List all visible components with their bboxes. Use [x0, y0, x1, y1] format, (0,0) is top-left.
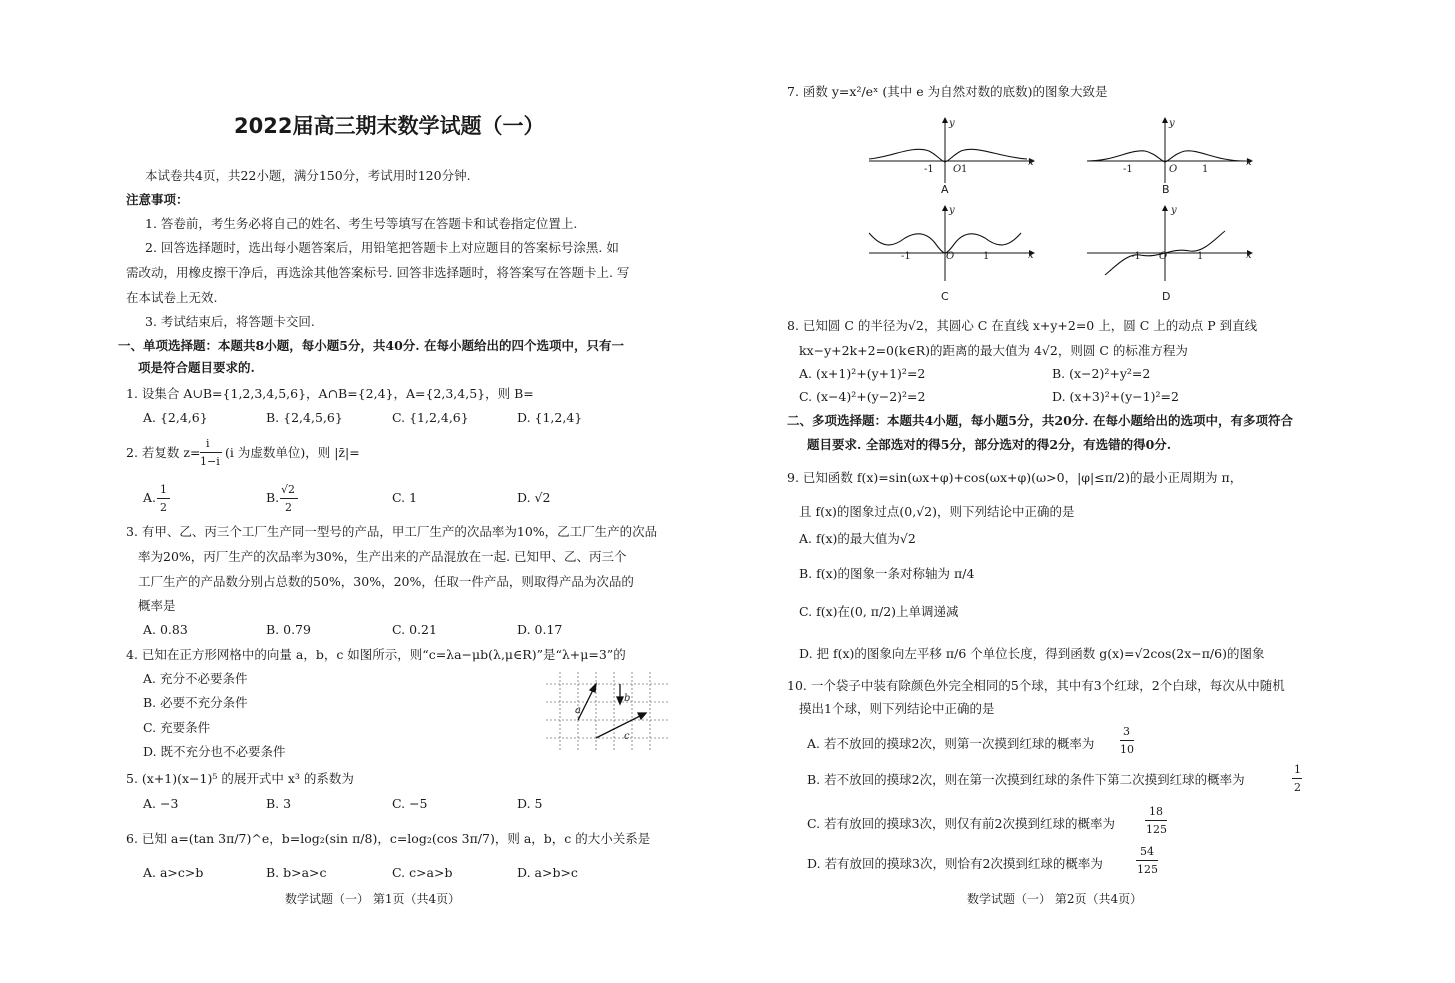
graph-a-x-label: x [1028, 157, 1034, 168]
graph-c-x-label: x [1028, 250, 1034, 261]
q10-option-b-den: 2 [1294, 781, 1301, 794]
graph-a-tick-pos: 1 [961, 164, 968, 175]
q6-option-d: D. a>b>c [517, 865, 578, 880]
graph-d [1085, 203, 1255, 283]
q6-option-a: A. a>c>b [143, 865, 204, 880]
q4-option-a: A. 充分不必要条件 [143, 671, 248, 686]
graph-a-origin: O [953, 164, 962, 175]
graph-b-origin: O [1169, 164, 1178, 175]
q2-option-a-den: 2 [160, 501, 167, 514]
q1-option-b: B. {2,4,5,6} [266, 410, 343, 425]
q8-line: kx−y+2k+2=0(k∈R)的距离的最大值为 4√2，则圆 C 的标准方程为 [799, 343, 1188, 358]
graph-b-x-label: x [1246, 157, 1252, 168]
q5-option-a: A. −3 [143, 796, 179, 811]
q1-option-a: A. {2,4,6} [143, 410, 208, 425]
graph-b-tick-neg: -1 [1123, 164, 1133, 175]
q9-option-c: C. f(x)在(0, π/2)上单调递减 [799, 604, 959, 619]
graph-b-tick-pos: 1 [1202, 164, 1209, 175]
q9-option-a: A. f(x)的最大值为√2 [799, 531, 916, 546]
page-2-footer: 数学试题（一） 第2页（共4页） [967, 892, 1143, 906]
q10-option-a: A. 若不放回的摸球2次，则第一次摸到红球的概率为 [807, 736, 1095, 751]
q9-line: 9. 已知函数 f(x)=sin(ωx+φ)+cos(ωx+φ)(ω>0，|φ|≤π/2)的最小正周期为 π， [787, 470, 1243, 485]
graph-d-tick-neg: -1 [1131, 251, 1141, 262]
q1-option-d: D. {1,2,4} [517, 410, 583, 425]
q9-line: 且 f(x)的图象过点(0,√2)，则下列结论中正确的是 [799, 504, 1075, 519]
graph-d-x-label: x [1246, 250, 1252, 261]
intro: 本试卷共4页，共22小题，满分150分，考试用时120分钟. [145, 168, 471, 183]
q10-option-d-den: 125 [1137, 863, 1158, 876]
q3-option-a: A. 0.83 [143, 622, 188, 637]
q3-line: 概率是 [138, 598, 176, 613]
q10-option-a-den: 10 [1120, 743, 1134, 756]
q10-option-c-bar [1145, 820, 1167, 821]
vector-grid-figure [546, 672, 668, 752]
q8-option-d: D. (x+3)²+(y−1)²=2 [1052, 389, 1179, 404]
q3-option-b: B. 0.79 [266, 622, 311, 637]
q10-line: 10. 一个袋子中装有除颜色外完全相同的5个球，其中有3个红球，2个白球，每次从中随机 [787, 678, 1285, 693]
graph-c-tick-neg: -1 [901, 251, 911, 262]
q4-option-d: D. 既不充分也不必要条件 [143, 744, 286, 759]
exam-title: 2022届高三期末数学试题（一） [234, 114, 545, 138]
q5-option-b: B. 3 [266, 796, 292, 811]
q2-option-b-den: 2 [285, 501, 292, 514]
notice-line: 2. 回答选择题时，选出每小题答案后，用铅笔把答题卡上对应题目的答案标号涂黑. 如 [145, 240, 619, 255]
q8-option-b: B. (x−2)²+y²=2 [1052, 366, 1151, 381]
graph-d-y-label: y [1171, 205, 1177, 216]
q2-option-c: C. 1 [392, 490, 418, 505]
graph-c-y-label: y [949, 205, 955, 216]
section-1-heading: 一、单项选择题：本题共8小题，每小题5分，共40分. 在每小题给出的四个选项中，只有一 [118, 338, 624, 353]
q10-option-b-bar [1292, 778, 1302, 779]
q10-option-d: D. 若有放回的摸球3次，则恰有2次摸到红球的概率为 [807, 856, 1103, 871]
q1-stem: 1. 设集合 A∪B={1,2,3,4,5,6}，A∩B={2,4}，A={2,3,4,5}，则 B= [126, 386, 534, 401]
q2-frac-num: i [206, 437, 210, 450]
q4-option-c: C. 充要条件 [143, 720, 211, 735]
q2-option-b-bar [280, 498, 298, 499]
graph-a-caption: A [941, 183, 949, 196]
graph-c-caption: C [941, 290, 949, 303]
q5-option-c: C. −5 [392, 796, 428, 811]
q5-stem: 5. (x+1)(x−1)⁵ 的展开式中 x³ 的系数为 [126, 771, 354, 786]
section-1-heading-cont: 项是符合题目要求的. [138, 360, 255, 375]
q3-line: 率为20%，丙厂生产的次品率为30%，生产出来的产品混放在一起. 已知甲、乙、丙三个 [138, 549, 627, 564]
q6-option-b: B. b>a>c [266, 865, 327, 880]
notice-line: 需改动，用橡皮擦干净后，再选涂其他答案标号. 回答非选择题时，将答案写在答题卡上. 写 [126, 265, 630, 280]
page-1 [0, 0, 727, 983]
q2-stem-start: 2. 若复数 z= [126, 445, 201, 460]
q9-option-d: D. 把 f(x)的图象向左平移 π/6 个单位长度，得到函数 g(x)=√2cos(2x−π/6)的图象 [799, 646, 1265, 661]
section-2-heading: 二、多项选择题：本题共4小题，每小题5分，共20分. 在每小题给出的选项中，有多项符合 [787, 413, 1293, 428]
graph-b-caption: B [1162, 183, 1170, 196]
vector-a-label: a [575, 705, 581, 716]
q3-option-c: C. 0.21 [392, 622, 437, 637]
notice-line: 1. 答卷前，考生务必将自己的姓名、考生号等填写在答题卡和试卷指定位置上. [145, 216, 578, 231]
graph-a-y-label: y [949, 118, 955, 129]
notice-line: 在本试卷上无效. [126, 290, 218, 305]
q4-option-b: B. 必要不充分条件 [143, 695, 248, 710]
graph-c-origin: O [946, 251, 955, 262]
graph-d-tick-pos: 1 [1197, 251, 1204, 262]
q2-frac-den: 1−i [200, 455, 220, 468]
page-1-footer: 数学试题（一） 第1页（共4页） [285, 892, 461, 906]
q1-option-c: C. {1,2,4,6} [392, 410, 469, 425]
graph-c-tick-pos: 1 [983, 251, 990, 262]
graph-a-tick-neg: -1 [924, 164, 934, 175]
q10-option-c-num: 18 [1149, 805, 1163, 818]
q2-option-b-label: B. [266, 490, 280, 505]
q2-option-b-num: √2 [281, 483, 296, 496]
q2-option-a-label: A. [143, 490, 157, 505]
q7-stem: 7. 函数 y=x²/eˣ (其中 e 为自然对数的底数)的图象大致是 [787, 84, 1108, 99]
q2-option-d: D. √2 [517, 490, 551, 505]
q2-stem-end: (i 为虚数单位)，则 |z̄|= [225, 445, 360, 460]
notice-heading: 注意事项： [126, 192, 189, 207]
q8-option-a: A. (x+1)²+(y+1)²=2 [799, 366, 926, 381]
q3-line: 3. 有甲、乙、丙三个工厂生产同一型号的产品，甲工厂生产的次品率为10%，乙工厂生产的次品 [126, 524, 658, 539]
q2-option-a-num: 1 [160, 483, 167, 496]
q4-stem: 4. 已知在正方形网格中的向量 a，b，c 如图所示，则“c=λa−μb(λ,μ∈R)”是“λ+μ=3”的 [126, 647, 626, 662]
q10-option-d-num: 54 [1140, 845, 1154, 858]
q10-option-c-den: 125 [1146, 823, 1167, 836]
q9-option-b: B. f(x)的图象一条对称轴为 π/4 [799, 566, 975, 581]
q5-option-d: D. 5 [517, 796, 543, 811]
q10-option-d-bar [1136, 860, 1158, 861]
q2-frac-bar [200, 452, 222, 453]
section-2-heading-cont: 题目要求. 全部选对的得5分，部分选对的得2分，有选错的得0分. [807, 437, 1172, 452]
vector-b-label: b [624, 693, 631, 704]
q6-option-c: C. c>a>b [392, 865, 453, 880]
graph-d-caption: D [1162, 290, 1171, 303]
vector-c-label: c [624, 731, 630, 742]
page-2 [727, 0, 1455, 983]
q8-line: 8. 已知圆 C 的半径为√2，其圆心 C 在直线 x+y+2=0 上，圆 C 上的动点 P 到直线 [787, 318, 1258, 333]
graph-b-y-label: y [1169, 118, 1175, 129]
graph-d-origin: O [1159, 251, 1168, 262]
q6-stem: 6. 已知 a=(tan 3π/7)^e，b=log₂(sin π/8)，c=log₂(cos 3π/7)，则 a，b，c 的大小关系是 [126, 831, 651, 846]
q10-option-b-num: 1 [1294, 763, 1301, 776]
q10-option-b: B. 若不放回的摸球2次，则在第一次摸到红球的条件下第二次摸到红球的概率为 [807, 772, 1245, 787]
q10-option-a-bar [1120, 740, 1134, 741]
q8-option-c: C. (x−4)²+(y−2)²=2 [799, 389, 926, 404]
q2-option-a-bar [157, 498, 170, 499]
q3-option-d: D. 0.17 [517, 622, 563, 637]
q10-option-a-num: 3 [1123, 725, 1130, 738]
q10-line: 摸出1个球，则下列结论中正确的是 [799, 701, 995, 716]
notice-line: 3. 考试结束后，将答题卡交回. [145, 314, 315, 329]
q3-line: 工厂生产的产品数分别占总数的50%，30%，20%，任取一件产品，则取得产品为次品的 [138, 574, 634, 589]
q10-option-c: C. 若有放回的摸球3次，则仅有前2次摸到红球的概率为 [807, 816, 1115, 831]
